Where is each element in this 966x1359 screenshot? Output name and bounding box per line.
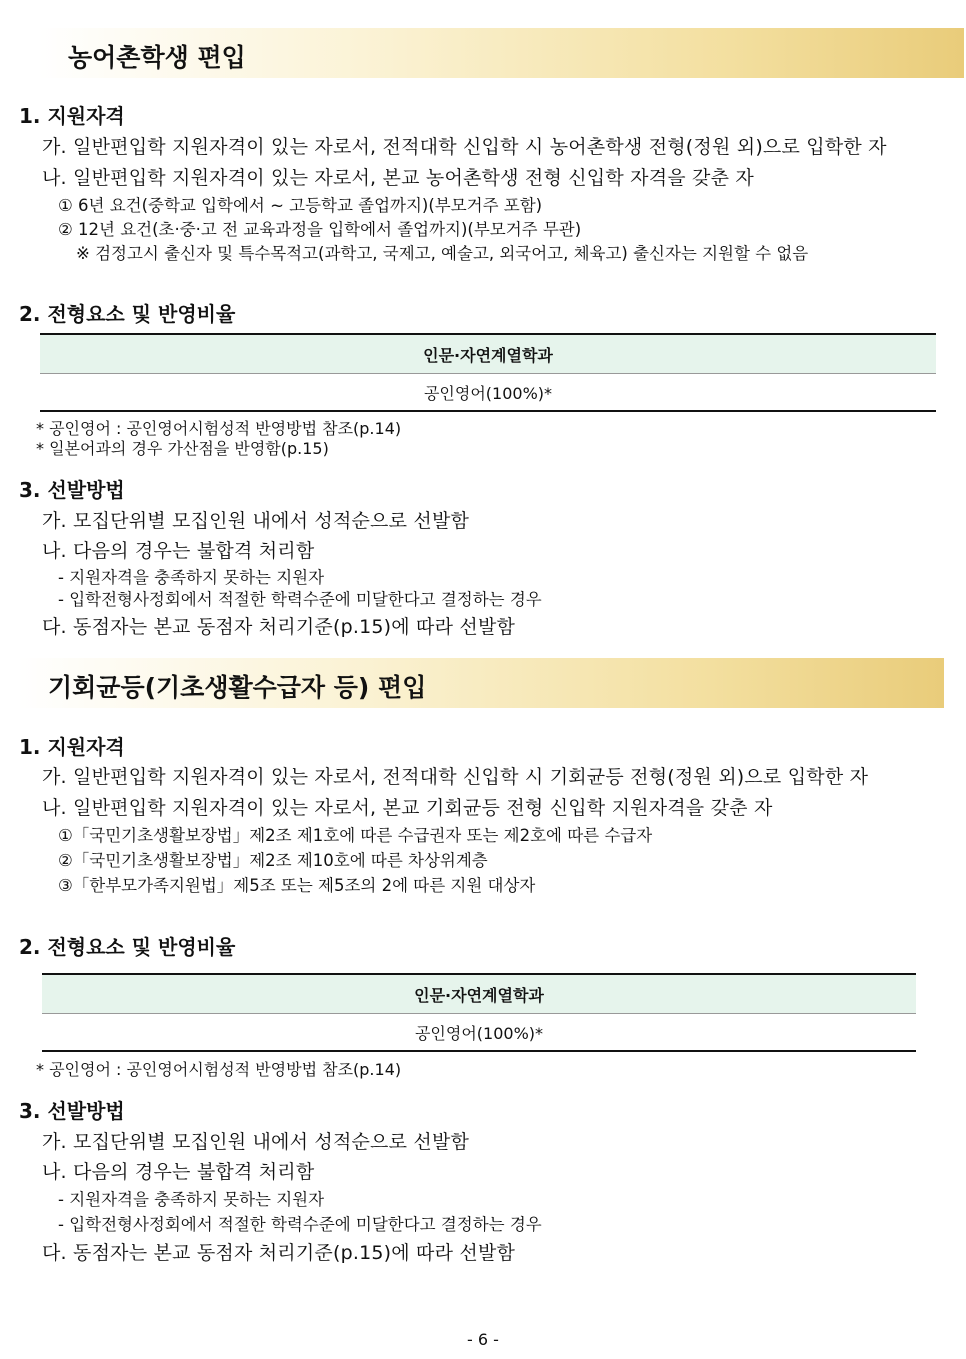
section1-heading-elements: 2. 전형요소 및 반영비율	[19, 302, 236, 326]
section1-note-2: * 일본어과의 경우 가산점을 반영함(p.15)	[36, 439, 329, 458]
section2-table-header: 인문·자연계열학과	[42, 975, 916, 1014]
section1-table-value: 공인영어(100%)*	[423, 383, 553, 403]
section2-method-da: 다. 동점자는 본교 동점자 처리기준(p.15)에 따라 선발함	[42, 1242, 516, 1264]
section1-method-na-1: - 지원자격을 충족하지 못하는 지원자	[58, 568, 325, 587]
section2-table-value: 공인영어(100%)*	[414, 1023, 544, 1043]
section2-method-na-2: - 입학전형사정회에서 적절한 학력수준에 미달한다고 결정하는 경우	[58, 1215, 542, 1234]
section1-qual-na-2: ② 12년 요건(초·중·고 전 교육과정을 입학에서 졸업까지)(부모거주 무관)	[58, 220, 582, 239]
section2-method-ga: 가. 모집단위별 모집인원 내에서 성적순으로 선발함	[42, 1131, 470, 1153]
section2-heading-method: 3. 선발방법	[19, 1099, 125, 1123]
section2-qual-ga: 가. 일반편입학 지원자격이 있는 자로서, 전적대학 신입학 시 기회균등 전형(정원 외)으로 입학한 자	[42, 766, 869, 788]
section2-qual-na-2: ②「국민기초생활보장법」제2조 제10호에 따른 차상위계층	[58, 851, 488, 870]
section1-method-na-2: - 입학전형사정회에서 적절한 학력수준에 미달한다고 결정하는 경우	[58, 590, 542, 609]
section2-method-na-1: - 지원자격을 충족하지 못하는 지원자	[58, 1190, 325, 1209]
section2-method-na: 나. 다음의 경우는 불합격 처리함	[42, 1161, 315, 1183]
section1-qual-na: 나. 일반편입학 지원자격이 있는 자로서, 본교 농어촌학생 전형 신입학 자격을 갖춘 자	[42, 167, 754, 189]
section1-qual-note: ※ 검정고시 출신자 및 특수목적고(과학고, 국제고, 예술고, 외국어고, 체육고) 출신자는 지원할 수 없음	[76, 244, 809, 263]
section2-heading-qualification: 1. 지원자격	[19, 735, 125, 759]
section1-note-1: * 공인영어 : 공인영어시험성적 반영방법 참조(p.14)	[36, 419, 402, 438]
section1-method-da: 다. 동점자는 본교 동점자 처리기준(p.15)에 따라 선발함	[42, 616, 516, 638]
section1-method-na: 나. 다음의 경우는 불합격 처리함	[42, 540, 315, 562]
section1-title: 농어촌학생 편입	[68, 43, 246, 72]
section1-heading-qualification: 1. 지원자격	[19, 104, 125, 128]
section2-qual-na-1: ①「국민기초생활보장법」제2조 제1호에 따른 수급권자 또는 제2호에 따른 수급자	[58, 826, 653, 845]
section2-heading-elements: 2. 전형요소 및 반영비율	[19, 935, 236, 959]
section2-selection-table	[42, 973, 916, 1052]
section1-selection-table	[40, 333, 936, 412]
section1-qual-na-1: ① 6년 요건(중학교 입학에서 ~ 고등학교 졸업까지)(부모거주 포함)	[58, 196, 543, 215]
section2-qual-na: 나. 일반편입학 지원자격이 있는 자로서, 본교 기회균등 전형 신입학 지원자격을 갖춘 자	[42, 797, 773, 819]
section2-note-1: * 공인영어 : 공인영어시험성적 반영방법 참조(p.14)	[36, 1060, 402, 1079]
section1-table-header: 인문·자연계열학과	[40, 335, 936, 374]
section2-qual-na-3: ③「한부모가족지원법」제5조 또는 제5조의 2에 따른 지원 대상자	[58, 876, 536, 895]
page-number: - 6 -	[467, 1330, 499, 1349]
section2-title: 기회균등(기초생활수급자 등) 편입	[48, 673, 427, 702]
section1-qual-ga: 가. 일반편입학 지원자격이 있는 자로서, 전적대학 신입학 시 농어촌학생 전형(정원 외)으로 입학한 자	[42, 136, 887, 158]
section1-method-ga: 가. 모집단위별 모집인원 내에서 성적순으로 선발함	[42, 510, 470, 532]
section1-heading-method: 3. 선발방법	[19, 478, 125, 502]
